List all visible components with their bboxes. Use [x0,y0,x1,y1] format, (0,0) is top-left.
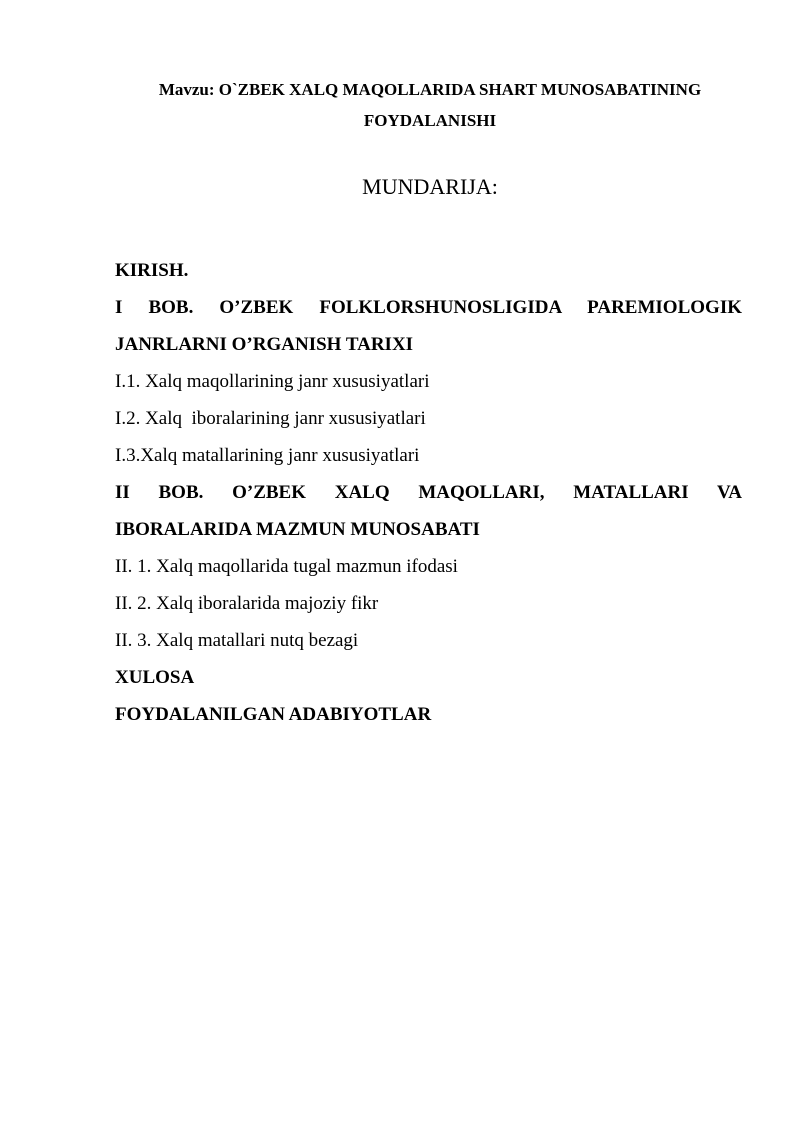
toc-entry-section-1-1 [115,363,742,400]
toc-entry-text: FOYDALANILGAN ADABIYOTLAR [115,704,432,725]
toc-entry-text: I.2. Xalq iboralarining janr xususiyatlari [115,408,426,429]
document-topic [110,74,750,136]
toc-entry-conclusion [115,659,742,696]
toc-entry-line-1: I BOB. O’ZBEK FOLKLORSHUNOSLIGIDA PAREMIOLOGIK [115,297,742,318]
toc-entry-text: II. 2. Xalq iboralarida majoziy fikr [115,593,379,614]
toc-entry-text: I.3.Xalq matallarining janr xususiyatlari [115,445,420,466]
toc-entry-line-2: IBORALARIDA MAZMUN MUNOSABATI [115,519,480,540]
toc-entry-references [115,696,742,733]
table-of-contents [115,252,742,733]
topic-line-2: FOYDALANISHI [363,111,497,130]
toc-entry-section-1-2 [115,400,742,437]
toc-entry-section-1-3 [115,437,742,474]
toc-entry-chapter-2 [115,474,742,548]
toc-entry-intro [115,252,742,289]
toc-entry-section-2-3 [115,622,742,659]
toc-title-text: MUNDARIJA [362,174,492,199]
toc-entry-chapter-1 [115,289,742,363]
toc-entry-line-1: II BOB. O’ZBEK XALQ MAQOLLARI, MATALLARI VA [115,482,742,503]
toc-entry-text: II. 1. Xalq maqollarida tugal mazmun ifodasi [115,556,458,577]
toc-entry-text: XULOSA [115,667,195,688]
toc-entry-text: I.1. Xalq maqollarining janr xususiyatlari [115,371,430,392]
topic-line-1: Mavzu: O`ZBEK XALQ MAQOLLARIDA SHART MUNOSABATINING [158,80,702,99]
toc-title [0,171,800,203]
toc-entry-text: II. 3. Xalq matallari nutq bezagi [115,630,359,651]
toc-entry-text: KIRISH. [115,260,189,281]
toc-title-colon: : [491,174,498,199]
toc-entry-section-2-2 [115,585,742,622]
toc-entry-line-2: JANRLARNI O’RGANISH TARIXI [115,334,414,355]
toc-entry-section-2-1 [115,548,742,585]
